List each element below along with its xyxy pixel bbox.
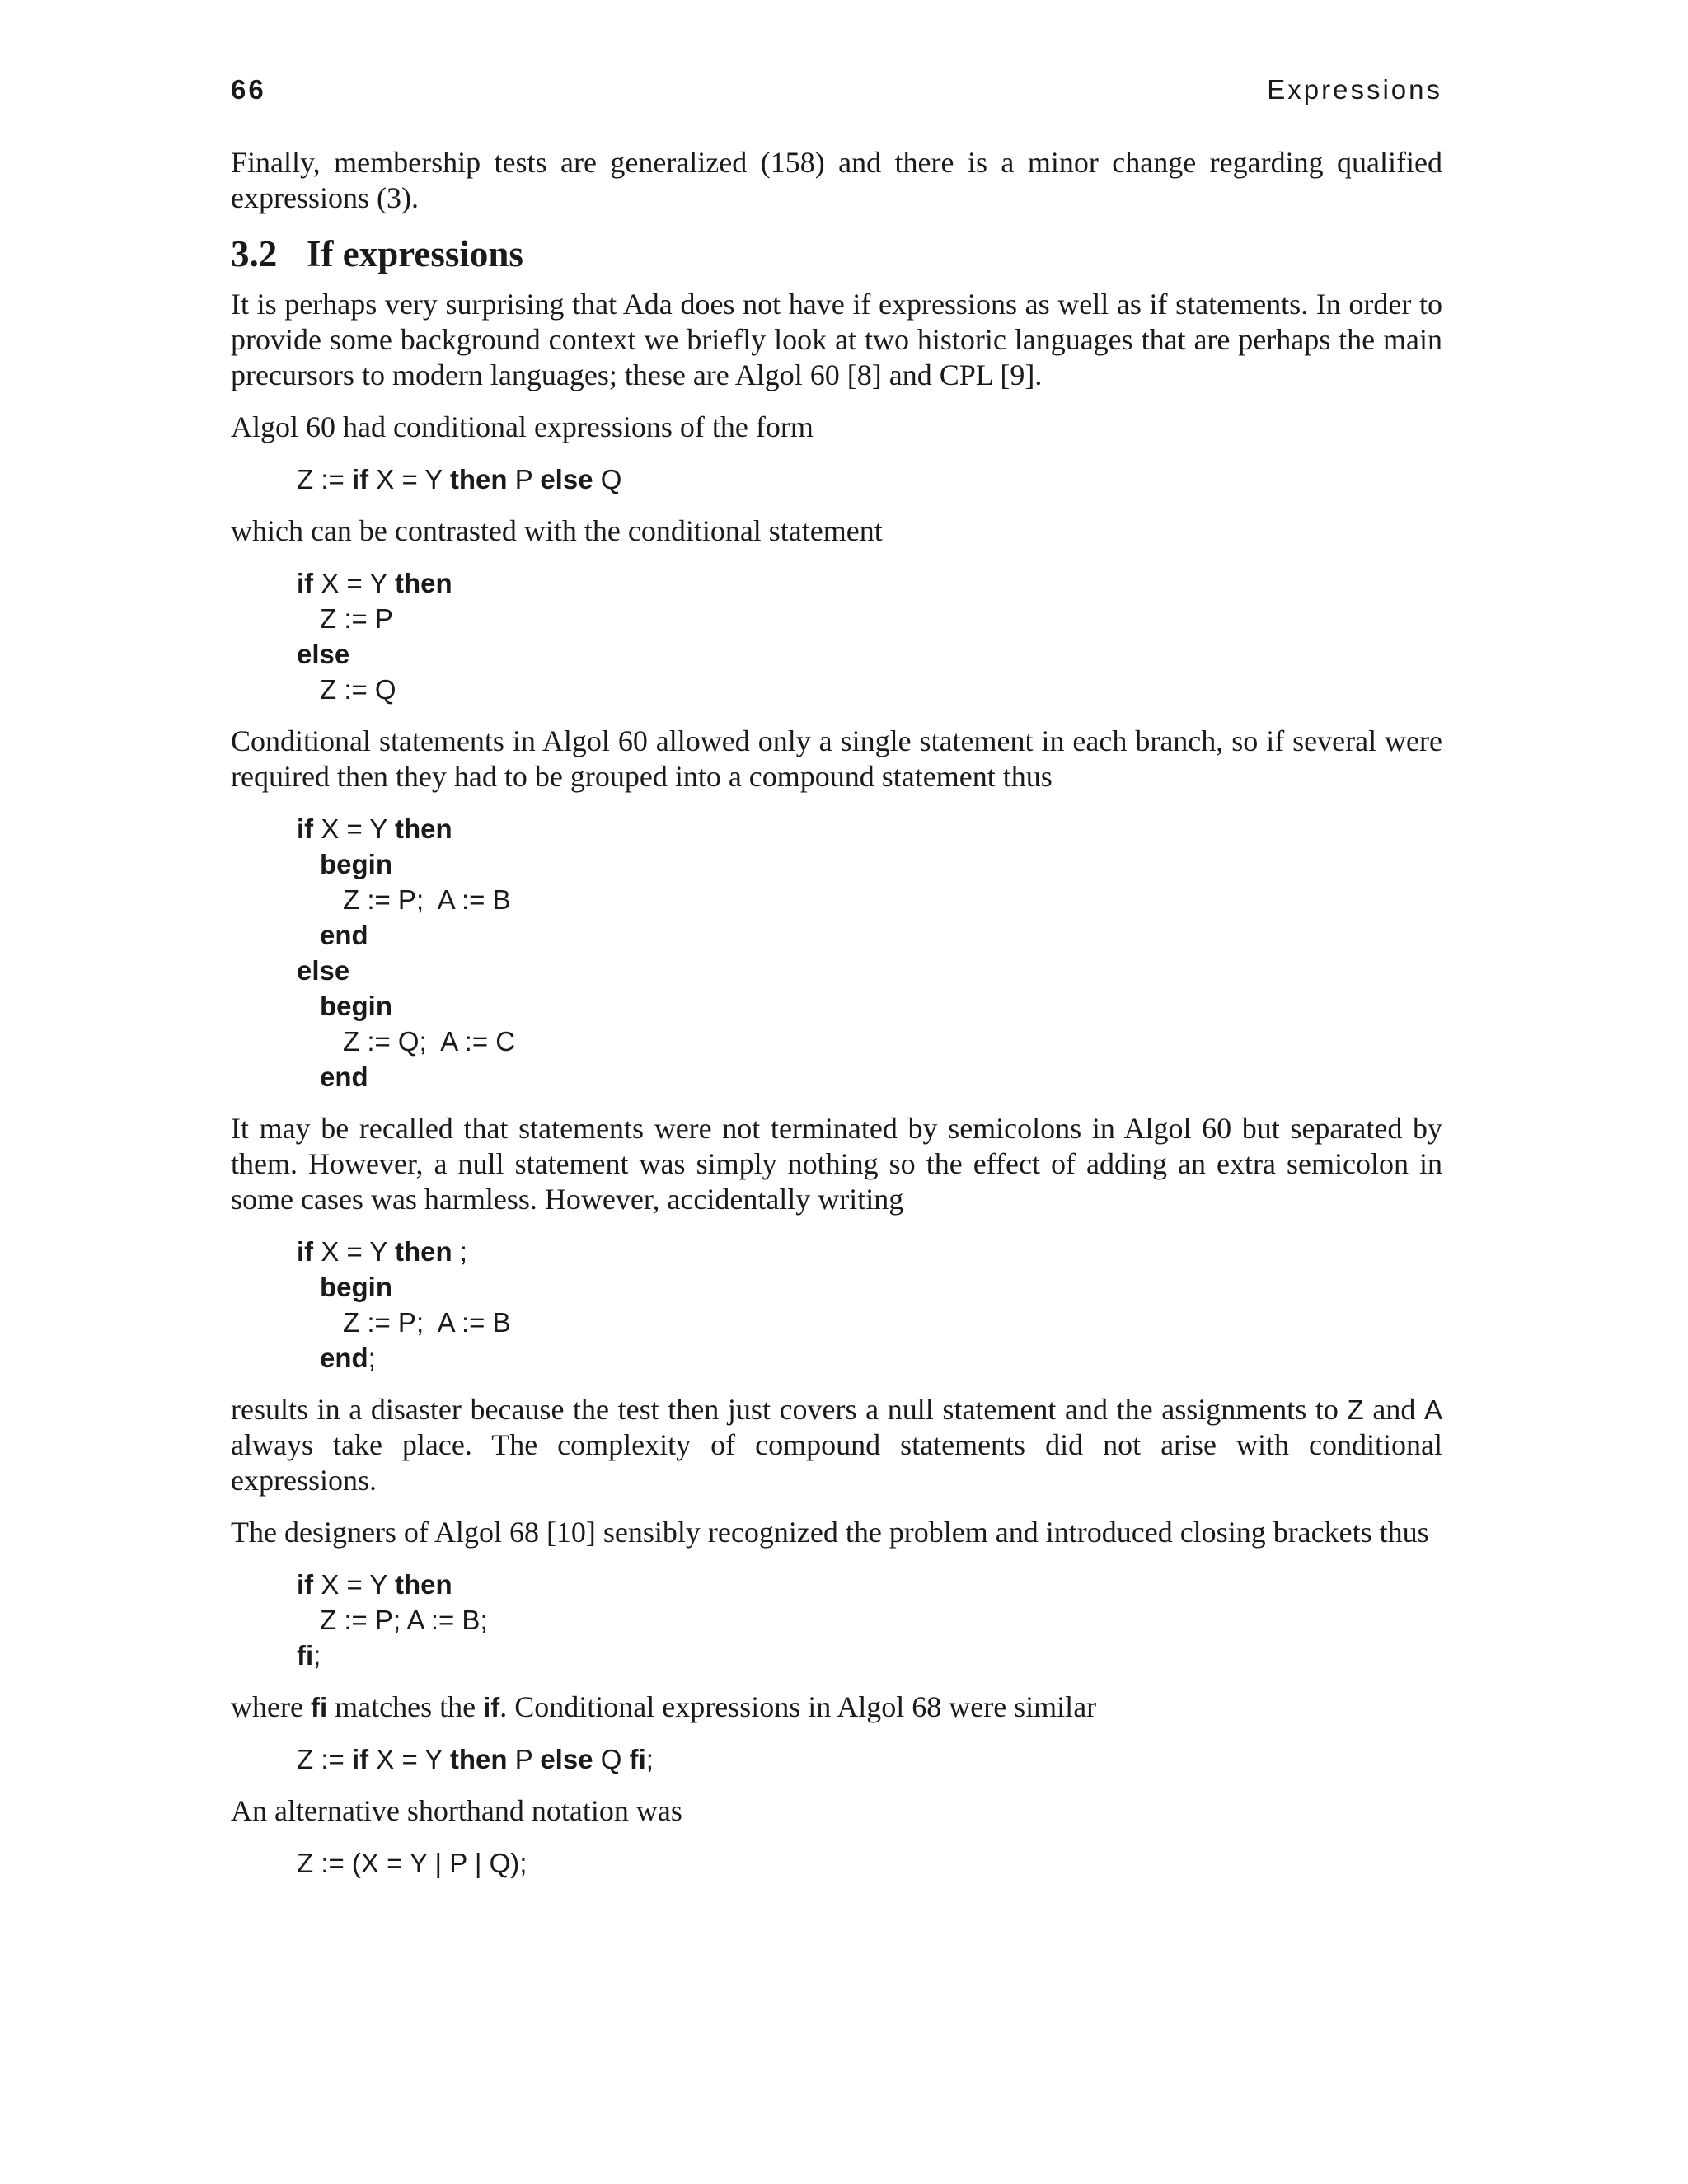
- paragraph-fi-matches: where fi matches the if. Conditional expressions in Algol 68 were similar: [231, 1690, 1097, 1723]
- paragraph-disaster: results in a disaster because the test then just covers a null statement and the assignments to Z and A always take place. The complexity of compound statements did not arise with conditional expressions.: [231, 1393, 1442, 1497]
- page-number: 66: [231, 74, 266, 105]
- running-head: [231, 74, 1442, 105]
- code-algol68-statement: if X = Y then Z := P; A := B; fi;: [297, 1569, 488, 1671]
- section-title: If expressions: [307, 233, 523, 274]
- code-compound-statement: if X = Y then begin Z := P; A := B end else begin Z := Q; A := C end: [297, 813, 516, 1092]
- paragraph-contrast: which can be contrasted with the conditional statement: [231, 514, 883, 547]
- code-conditional-statement: if X = Y then Z := P else Z := Q: [297, 568, 452, 705]
- code-conditional-expression: Z := if X = Y then P else Q: [297, 464, 622, 494]
- paragraph-algol60-form: Algol 60 had conditional expressions of the form: [231, 410, 814, 443]
- section-heading: [231, 232, 1442, 275]
- paragraph-membership: Finally, membership tests are generalized (158) and there is a minor change regarding qualified expressions (3).: [231, 146, 1442, 214]
- paragraph-semicolons: It may be recalled that statements were not terminated by semicolons in Algol 60 but separated by them. However, a null statement was simply nothing so the effect of adding an extra semicolon in some cases was harmless. However, accidentally writing: [231, 1112, 1442, 1216]
- page: [231, 74, 1442, 1897]
- code-shorthand: Z := (X = Y | P | Q);: [297, 1848, 528, 1878]
- paragraph-compound: Conditional statements in Algol 60 allowed only a single statement in each branch, so if several were required then they had to be grouped into a compound statement thus: [231, 724, 1442, 793]
- paragraph-shorthand: An alternative shorthand notation was: [231, 1794, 682, 1827]
- chapter-title: Expressions: [1267, 74, 1442, 105]
- section-number: 3.2: [231, 233, 278, 274]
- code-algol68-expression: Z := if X = Y then P else Q fi;: [297, 1744, 654, 1774]
- code-null-statement: if X = Y then ; begin Z := P; A := B end;: [297, 1236, 511, 1373]
- paragraph-algol68: The designers of Algol 68 [10] sensibly recognized the problem and introduced closing brackets thus: [231, 1516, 1429, 1549]
- paragraph-intro: It is perhaps very surprising that Ada does not have if expressions as well as if statements. In order to provide some background context we briefly look at two historic languages that are perhaps the main precursors to modern languages; these are Algol 60 [8] and CPL [9].: [231, 288, 1442, 391]
